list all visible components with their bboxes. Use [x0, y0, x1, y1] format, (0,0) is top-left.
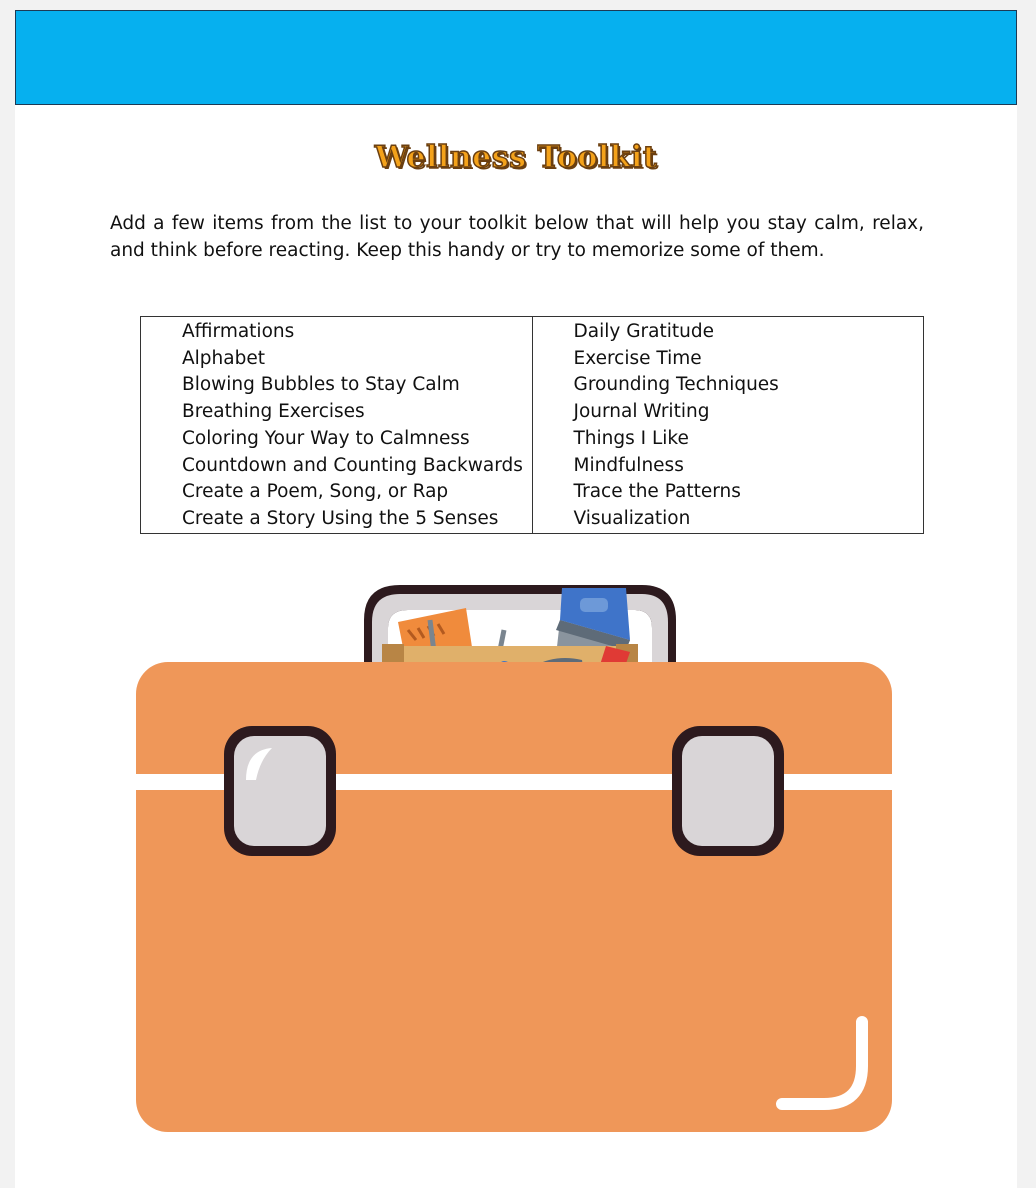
list-item: Create a Story Using the 5 Senses: [182, 507, 499, 529]
list-item: Grounding Techniques: [573, 374, 779, 396]
intro-paragraph: Add a few items from the list to your toolkit below that will help you stay calm, relax, and think before reacting. Keep this handy or try to memorize some of them.: [110, 213, 924, 261]
toolkit-options-table: [140, 316, 924, 534]
latch-right: [672, 726, 784, 856]
list-item: Blowing Bubbles to Stay Calm: [182, 374, 460, 396]
list-item: Affirmations: [182, 321, 295, 342]
toolbox-icon: [136, 580, 892, 1136]
header-band: [15, 10, 1017, 105]
toolkit-column-left: [141, 317, 533, 534]
list-item: Coloring Your Way to Calmness: [182, 427, 470, 449]
list-item: Things I Like: [573, 427, 689, 449]
list-item: Alphabet: [182, 347, 265, 369]
list-item: Trace the Patterns: [573, 481, 741, 503]
latch-left: [224, 726, 336, 856]
list-item: Journal Writing: [573, 401, 710, 423]
toolkit-list-left: [141, 317, 532, 533]
list-item: Visualization: [573, 507, 691, 529]
list-item: Create a Poem, Song, or Rap: [182, 481, 449, 503]
list-item: Exercise Time: [573, 347, 702, 369]
toolkit-list-right: [533, 317, 924, 533]
page-title: Wellness Toolkit: [374, 140, 658, 175]
list-item: Mindfulness: [573, 454, 684, 476]
list-item: Countdown and Counting Backwards: [182, 454, 523, 476]
list-item: Breathing Exercises: [182, 401, 365, 423]
toolkit-column-right: [532, 317, 924, 534]
list-item: Daily Gratitude: [573, 321, 714, 342]
